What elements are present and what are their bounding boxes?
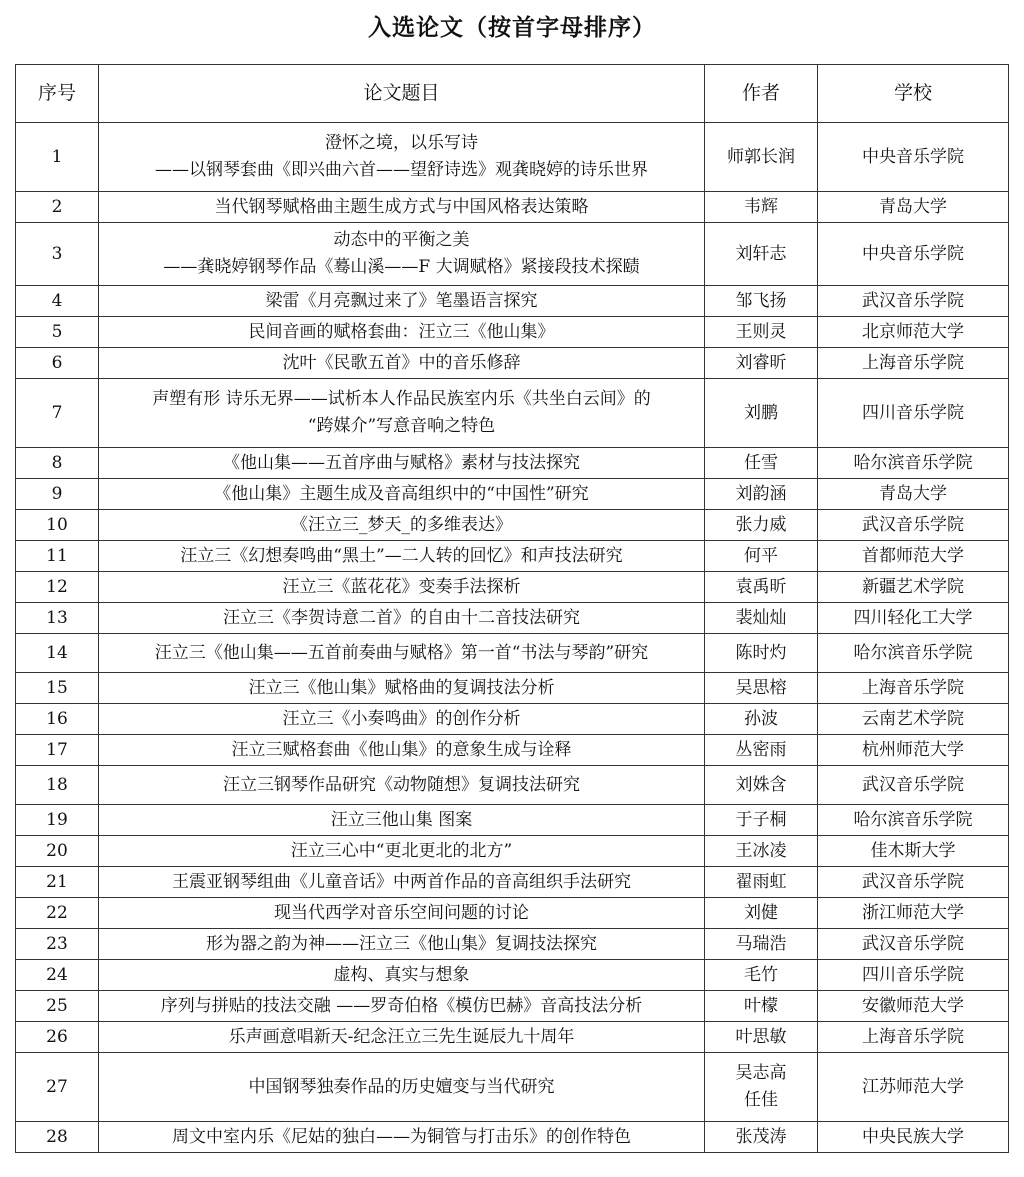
school: 新疆艺术学院 bbox=[818, 572, 1009, 603]
paper-title: 民间音画的赋格套曲：汪立三《他山集》 bbox=[99, 317, 705, 348]
author: 张力威 bbox=[705, 510, 818, 541]
paper-title: 《他山集——五首序曲与赋格》素材与技法探究 bbox=[99, 448, 705, 479]
row-number: 28 bbox=[16, 1122, 99, 1153]
table-row bbox=[16, 1122, 1009, 1153]
row-number: 15 bbox=[16, 673, 99, 704]
table-row bbox=[16, 317, 1009, 348]
school: 江苏师范大学 bbox=[818, 1053, 1009, 1122]
author: 陈时灼 bbox=[705, 634, 818, 673]
column-header-author: 作者 bbox=[705, 65, 818, 123]
row-number: 18 bbox=[16, 766, 99, 805]
row-number: 5 bbox=[16, 317, 99, 348]
paper-title: 虚构、真实与想象 bbox=[99, 960, 705, 991]
author: 韦辉 bbox=[705, 192, 818, 223]
table-row bbox=[16, 673, 1009, 704]
school: 武汉音乐学院 bbox=[818, 929, 1009, 960]
table-row bbox=[16, 867, 1009, 898]
row-number: 11 bbox=[16, 541, 99, 572]
paper-title: 形为器之韵为神——汪立三《他山集》复调技法探究 bbox=[99, 929, 705, 960]
author: 张茂涛 bbox=[705, 1122, 818, 1153]
author: 刘健 bbox=[705, 898, 818, 929]
table-row bbox=[16, 123, 1009, 192]
table-row bbox=[16, 286, 1009, 317]
table-row bbox=[16, 929, 1009, 960]
paper-title: 动态中的平衡之美 ——龚晓婷钢琴作品《蓦山溪——F 大调赋格》紧接段技术探赜 bbox=[99, 223, 705, 286]
table-body bbox=[16, 123, 1009, 1153]
author: 王冰凌 bbox=[705, 836, 818, 867]
row-number: 1 bbox=[16, 123, 99, 192]
author: 翟雨虹 bbox=[705, 867, 818, 898]
paper-title: 澄怀之境，以乐写诗 ——以钢琴套曲《即兴曲六首——望舒诗选》观龚晓婷的诗乐世界 bbox=[99, 123, 705, 192]
row-number: 3 bbox=[16, 223, 99, 286]
table-row bbox=[16, 898, 1009, 929]
author: 毛竹 bbox=[705, 960, 818, 991]
school: 中央音乐学院 bbox=[818, 123, 1009, 192]
author: 裴灿灿 bbox=[705, 603, 818, 634]
page-title: 入选论文（按首字母排序） bbox=[368, 15, 656, 41]
table-row bbox=[16, 479, 1009, 510]
paper-title: 现当代西学对音乐空间问题的讨论 bbox=[99, 898, 705, 929]
paper-title: 汪立三赋格套曲《他山集》的意象生成与诠释 bbox=[99, 735, 705, 766]
author: 叶思敏 bbox=[705, 1022, 818, 1053]
paper-title: 汪立三《李贺诗意二首》的自由十二音技法研究 bbox=[99, 603, 705, 634]
school: 青岛大学 bbox=[818, 192, 1009, 223]
author: 袁禹昕 bbox=[705, 572, 818, 603]
paper-title: 乐声画意唱新天-纪念汪立三先生诞辰九十周年 bbox=[99, 1022, 705, 1053]
row-number: 13 bbox=[16, 603, 99, 634]
row-number: 10 bbox=[16, 510, 99, 541]
school: 武汉音乐学院 bbox=[818, 286, 1009, 317]
row-number: 4 bbox=[16, 286, 99, 317]
author: 何平 bbox=[705, 541, 818, 572]
row-number: 6 bbox=[16, 348, 99, 379]
author: 刘鹏 bbox=[705, 379, 818, 448]
paper-title: 王震亚钢琴组曲《儿童音话》中两首作品的音高组织手法研究 bbox=[99, 867, 705, 898]
school: 北京师范大学 bbox=[818, 317, 1009, 348]
row-number: 26 bbox=[16, 1022, 99, 1053]
school: 浙江师范大学 bbox=[818, 898, 1009, 929]
table-row bbox=[16, 805, 1009, 836]
author: 于子桐 bbox=[705, 805, 818, 836]
school: 武汉音乐学院 bbox=[818, 867, 1009, 898]
paper-title: 声塑有形 诗乐无界——试析本人作品民族室内乐《共坐白云间》的 “跨媒介”写意音响之特色 bbox=[99, 379, 705, 448]
column-header-number: 序号 bbox=[16, 65, 99, 123]
author: 丛密雨 bbox=[705, 735, 818, 766]
author: 马瑞浩 bbox=[705, 929, 818, 960]
table-row bbox=[16, 836, 1009, 867]
author: 刘轩志 bbox=[705, 223, 818, 286]
author: 刘韵涵 bbox=[705, 479, 818, 510]
paper-title: 汪立三心中“更北更北的北方” bbox=[99, 836, 705, 867]
school: 首都师范大学 bbox=[818, 541, 1009, 572]
school: 四川音乐学院 bbox=[818, 379, 1009, 448]
row-number: 8 bbox=[16, 448, 99, 479]
school: 四川音乐学院 bbox=[818, 960, 1009, 991]
column-header-school: 学校 bbox=[818, 65, 1009, 123]
school: 哈尔滨音乐学院 bbox=[818, 634, 1009, 673]
table-row bbox=[16, 960, 1009, 991]
paper-title: 周文中室内乐《尼姑的独白——为铜管与打击乐》的创作特色 bbox=[99, 1122, 705, 1153]
row-number: 7 bbox=[16, 379, 99, 448]
row-number: 17 bbox=[16, 735, 99, 766]
table-row bbox=[16, 572, 1009, 603]
table-row bbox=[16, 348, 1009, 379]
paper-title: 汪立三《他山集——五首前奏曲与赋格》第一首“书法与琴韵”研究 bbox=[99, 634, 705, 673]
school: 武汉音乐学院 bbox=[818, 766, 1009, 805]
paper-title: 汪立三《他山集》赋格曲的复调技法分析 bbox=[99, 673, 705, 704]
paper-title: 《汪立三_梦天_的多维表达》 bbox=[99, 510, 705, 541]
school: 上海音乐学院 bbox=[818, 673, 1009, 704]
author: 吴志高 任佳 bbox=[705, 1053, 818, 1122]
table-row bbox=[16, 1022, 1009, 1053]
paper-title: 中国钢琴独奏作品的历史嬗变与当代研究 bbox=[99, 1053, 705, 1122]
school: 上海音乐学院 bbox=[818, 1022, 1009, 1053]
author: 刘睿昕 bbox=[705, 348, 818, 379]
author: 叶檬 bbox=[705, 991, 818, 1022]
school: 中央民族大学 bbox=[818, 1122, 1009, 1153]
row-number: 25 bbox=[16, 991, 99, 1022]
author: 师郭长润 bbox=[705, 123, 818, 192]
table-row bbox=[16, 1053, 1009, 1122]
paper-title: 沈叶《民歌五首》中的音乐修辞 bbox=[99, 348, 705, 379]
table-row bbox=[16, 192, 1009, 223]
table-row bbox=[16, 991, 1009, 1022]
author: 孙波 bbox=[705, 704, 818, 735]
school: 安徽师范大学 bbox=[818, 991, 1009, 1022]
author: 任雪 bbox=[705, 448, 818, 479]
table-row bbox=[16, 735, 1009, 766]
school: 哈尔滨音乐学院 bbox=[818, 448, 1009, 479]
row-number: 16 bbox=[16, 704, 99, 735]
school: 四川轻化工大学 bbox=[818, 603, 1009, 634]
row-number: 9 bbox=[16, 479, 99, 510]
author: 刘姝含 bbox=[705, 766, 818, 805]
table-row bbox=[16, 448, 1009, 479]
school: 中央音乐学院 bbox=[818, 223, 1009, 286]
table-row bbox=[16, 634, 1009, 673]
column-header-paper-title: 论文题目 bbox=[99, 65, 705, 123]
table-row bbox=[16, 379, 1009, 448]
row-number: 27 bbox=[16, 1053, 99, 1122]
row-number: 23 bbox=[16, 929, 99, 960]
school: 青岛大学 bbox=[818, 479, 1009, 510]
paper-title: 汪立三《小奏鸣曲》的创作分析 bbox=[99, 704, 705, 735]
row-number: 19 bbox=[16, 805, 99, 836]
paper-title: 序列与拼贴的技法交融 ——罗奇伯格《模仿巴赫》音高技法分析 bbox=[99, 991, 705, 1022]
table-row bbox=[16, 223, 1009, 286]
school: 武汉音乐学院 bbox=[818, 510, 1009, 541]
paper-title: 汪立三《幻想奏鸣曲“黑土”—二人转的回忆》和声技法研究 bbox=[99, 541, 705, 572]
paper-title: 梁雷《月亮飘过来了》笔墨语言探究 bbox=[99, 286, 705, 317]
table-row bbox=[16, 766, 1009, 805]
table-row bbox=[16, 510, 1009, 541]
paper-title: 《他山集》主题生成及音高组织中的“中国性”研究 bbox=[99, 479, 705, 510]
row-number: 22 bbox=[16, 898, 99, 929]
author: 邹飞扬 bbox=[705, 286, 818, 317]
table-row bbox=[16, 603, 1009, 634]
school: 上海音乐学院 bbox=[818, 348, 1009, 379]
row-number: 14 bbox=[16, 634, 99, 673]
selected-papers-table bbox=[15, 64, 1009, 1153]
paper-title: 汪立三《蓝花花》变奏手法探析 bbox=[99, 572, 705, 603]
row-number: 12 bbox=[16, 572, 99, 603]
author: 王则灵 bbox=[705, 317, 818, 348]
paper-title: 汪立三他山集 图案 bbox=[99, 805, 705, 836]
paper-title: 汪立三钢琴作品研究《动物随想》复调技法研究 bbox=[99, 766, 705, 805]
author: 吴思榕 bbox=[705, 673, 818, 704]
school: 云南艺术学院 bbox=[818, 704, 1009, 735]
row-number: 2 bbox=[16, 192, 99, 223]
row-number: 21 bbox=[16, 867, 99, 898]
table-header-row bbox=[16, 65, 1009, 123]
row-number: 20 bbox=[16, 836, 99, 867]
paper-title: 当代钢琴赋格曲主题生成方式与中国风格表达策略 bbox=[99, 192, 705, 223]
table-row bbox=[16, 704, 1009, 735]
school: 哈尔滨音乐学院 bbox=[818, 805, 1009, 836]
school: 佳木斯大学 bbox=[818, 836, 1009, 867]
school: 杭州师范大学 bbox=[818, 735, 1009, 766]
row-number: 24 bbox=[16, 960, 99, 991]
table-row bbox=[16, 541, 1009, 572]
